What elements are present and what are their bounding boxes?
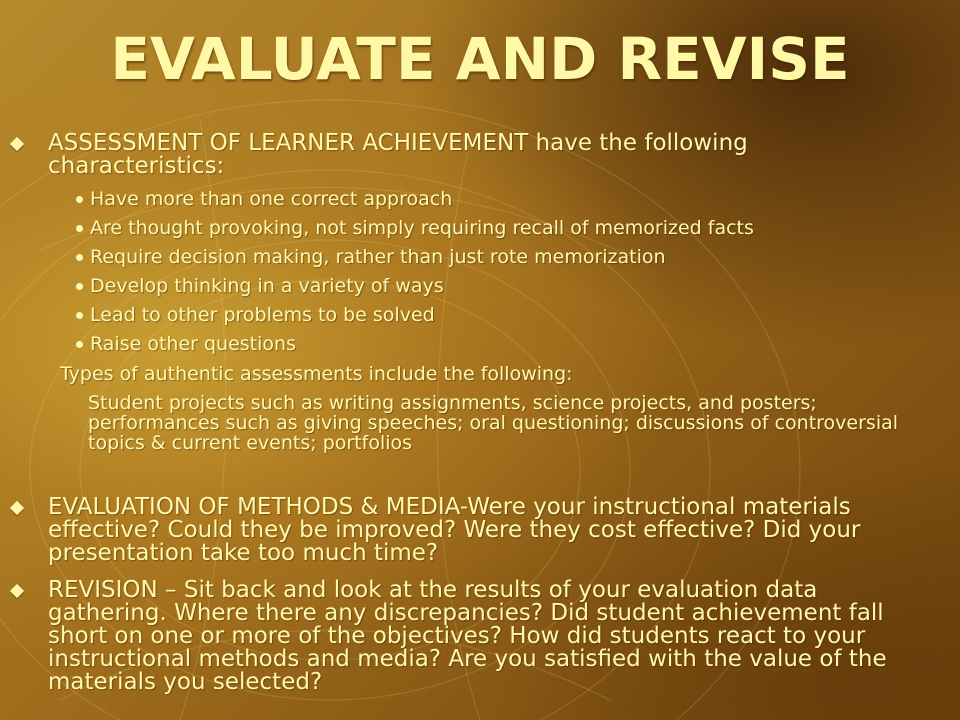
characteristic-text: Develop thinking in a variety of ways — [90, 275, 444, 297]
types-heading-text: Types of authentic assessments include the following: — [60, 363, 573, 385]
characteristic-text: Have more than one correct approach — [90, 188, 453, 210]
characteristic-text: Are thought provoking, not simply requiring recall of memorized facts — [90, 217, 754, 239]
characteristic-text: Require decision making, rather than just rote memorization — [90, 246, 666, 268]
dot-bullet-icon — [76, 196, 83, 203]
dot-bullet-icon — [76, 283, 83, 290]
bullet-assessment-text: ASSESSMENT OF LEARNER ACHIEVEMENT have the following characteristics: — [48, 130, 748, 179]
dot-bullet-icon — [76, 341, 83, 348]
types-detail-text: Student projects such as writing assignments, science projects, and posters; performances such as giving speeches; oral questioning; discussions of controversial topics & current events; portfolios — [88, 392, 899, 454]
characteristic-text: Raise other questions — [90, 333, 296, 355]
characteristic-text: Lead to other problems to be solved — [90, 304, 435, 326]
bullet-revision-text: REVISION – Sit back and look at the results of your evaluation data gathering. Where there any discrepancies? Did student achievement fall short on one or more of the objectives? How did students react to your instructional methods and media? Are you satisfied with the value of the materials you selected? — [48, 577, 887, 695]
dot-bullet-icon — [76, 225, 83, 232]
dot-bullet-icon — [76, 312, 83, 319]
dot-bullet-icon — [76, 254, 83, 261]
bullet-evaluation-text: EVALUATION OF METHODS & MEDIA-Were your instructional materials effective? Could they be improved? Were they cost effective? Did your presentation take too much time? — [48, 494, 861, 566]
slide-title: EVALUATE AND REVISE — [110, 25, 850, 93]
